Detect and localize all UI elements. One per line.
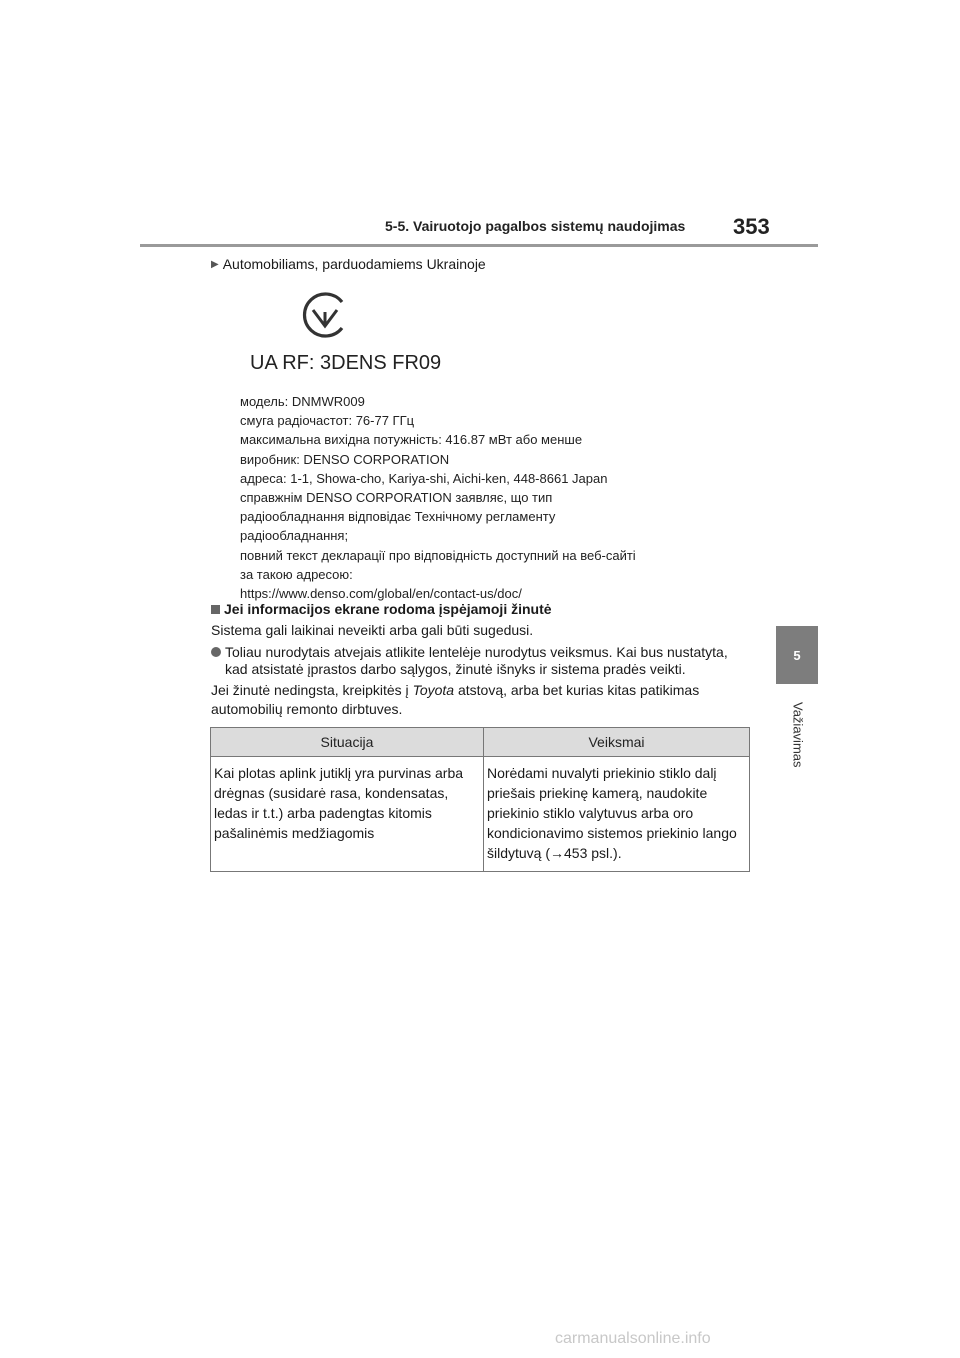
page-number: 353	[733, 214, 770, 239]
certificate-code: UA RF: 3DENS FR09	[250, 352, 442, 374]
cert-line-manufacturer: виробник: DENSO CORPORATION	[240, 451, 450, 467]
chapter-number: 5	[793, 647, 801, 663]
intro-text: Automobiliams, parduodamiems Ukrainoje	[222, 256, 486, 272]
warning-heading	[211, 601, 552, 617]
certificate-lines	[240, 392, 720, 603]
triangle-bullet-icon: ▶	[211, 258, 219, 270]
situation-table	[210, 727, 750, 872]
cert-line-address: адреса: 1-1, Showa-cho, Kariya-shi, Aichi-ken, 448-8661 Japan	[240, 470, 608, 486]
certificate-label	[240, 288, 720, 602]
cert-line-url: https://www.denso.com/global/en/contact-us/doc/	[240, 586, 522, 602]
note-before: Jei žinutė nedingsta, kreipkitės į	[211, 682, 413, 698]
table-row	[211, 757, 750, 872]
note-brand: Toyota	[412, 682, 455, 698]
header-situation: Situacija	[211, 728, 484, 757]
header-divider	[140, 244, 818, 247]
circle-bullet-icon	[211, 647, 221, 657]
header-actions: Veiksmai	[484, 728, 750, 757]
note-after: atstovą, arba bet kurias kitas patikimas automobilių remonto dirbtuves.	[211, 682, 700, 717]
cert-line-declaration-2: радіообладнання відповідає Технічному регламенту	[240, 509, 556, 525]
ukrainian-conformity-mark-icon	[298, 288, 352, 342]
cert-line-model: модель: DNMWR009	[240, 394, 365, 409]
table-header-row	[211, 728, 750, 757]
cert-line-power: максимальна вихідна потужність: 416.87 мВт або менше	[240, 432, 583, 448]
warning-bullet	[211, 644, 751, 678]
chapter-label: Važiavimas	[790, 702, 806, 768]
warning-note	[211, 681, 751, 719]
chapter-tab	[776, 626, 818, 684]
section-title: 5-5. Vairuotojo pagalbos sistemų naudojimas	[385, 218, 686, 234]
cert-line-frequency: смуга радіочастот: 76-77 ГГц	[240, 413, 415, 429]
cert-line-declaration-4: повний текст декларації про відповідність доступний на веб-сайті	[240, 547, 636, 563]
cert-line-declaration-3: радіообладнання;	[240, 528, 349, 544]
intro-line	[211, 256, 486, 272]
square-bullet-icon	[211, 605, 220, 614]
warning-bullet-text: Toliau nurodytais atvejais atlikite lentelėje nurodytus veiksmus. Kai bus nustatyta, kad atsistatė įprastos darbo sąlygos, žinutė išnyks ir sistema pradės veikti.	[225, 644, 728, 677]
warning-heading-text: Jei informacijos ekrane rodoma įspėjamoji žinutė	[224, 601, 552, 617]
cert-line-declaration-1: справжнім DENSO CORPORATION заявляє, що тип	[240, 490, 553, 506]
situation-cell: Kai plotas aplink jutiklį yra purvinas arba drėgnas (susidarė rasa, kondensatas, ledas ir t.t.) arba padengtas kitomis pašalinėmis medžiagomis	[211, 757, 484, 872]
actions-cell: Norėdami nuvalyti priekinio stiklo dalį priešais priekinę kamerą, naudokite priekinio stiklo valytuvus arba oro kondicionavimo sistemos priekinio lango šildytuvą (→453 psl.).	[484, 757, 750, 872]
watermark: carmanualsonline.info	[555, 1330, 711, 1347]
warning-text: Sistema gali laikinai neveikti arba gali būti sugedusi.	[211, 622, 534, 638]
cert-line-declaration-5: за такою адресою:	[240, 566, 353, 582]
